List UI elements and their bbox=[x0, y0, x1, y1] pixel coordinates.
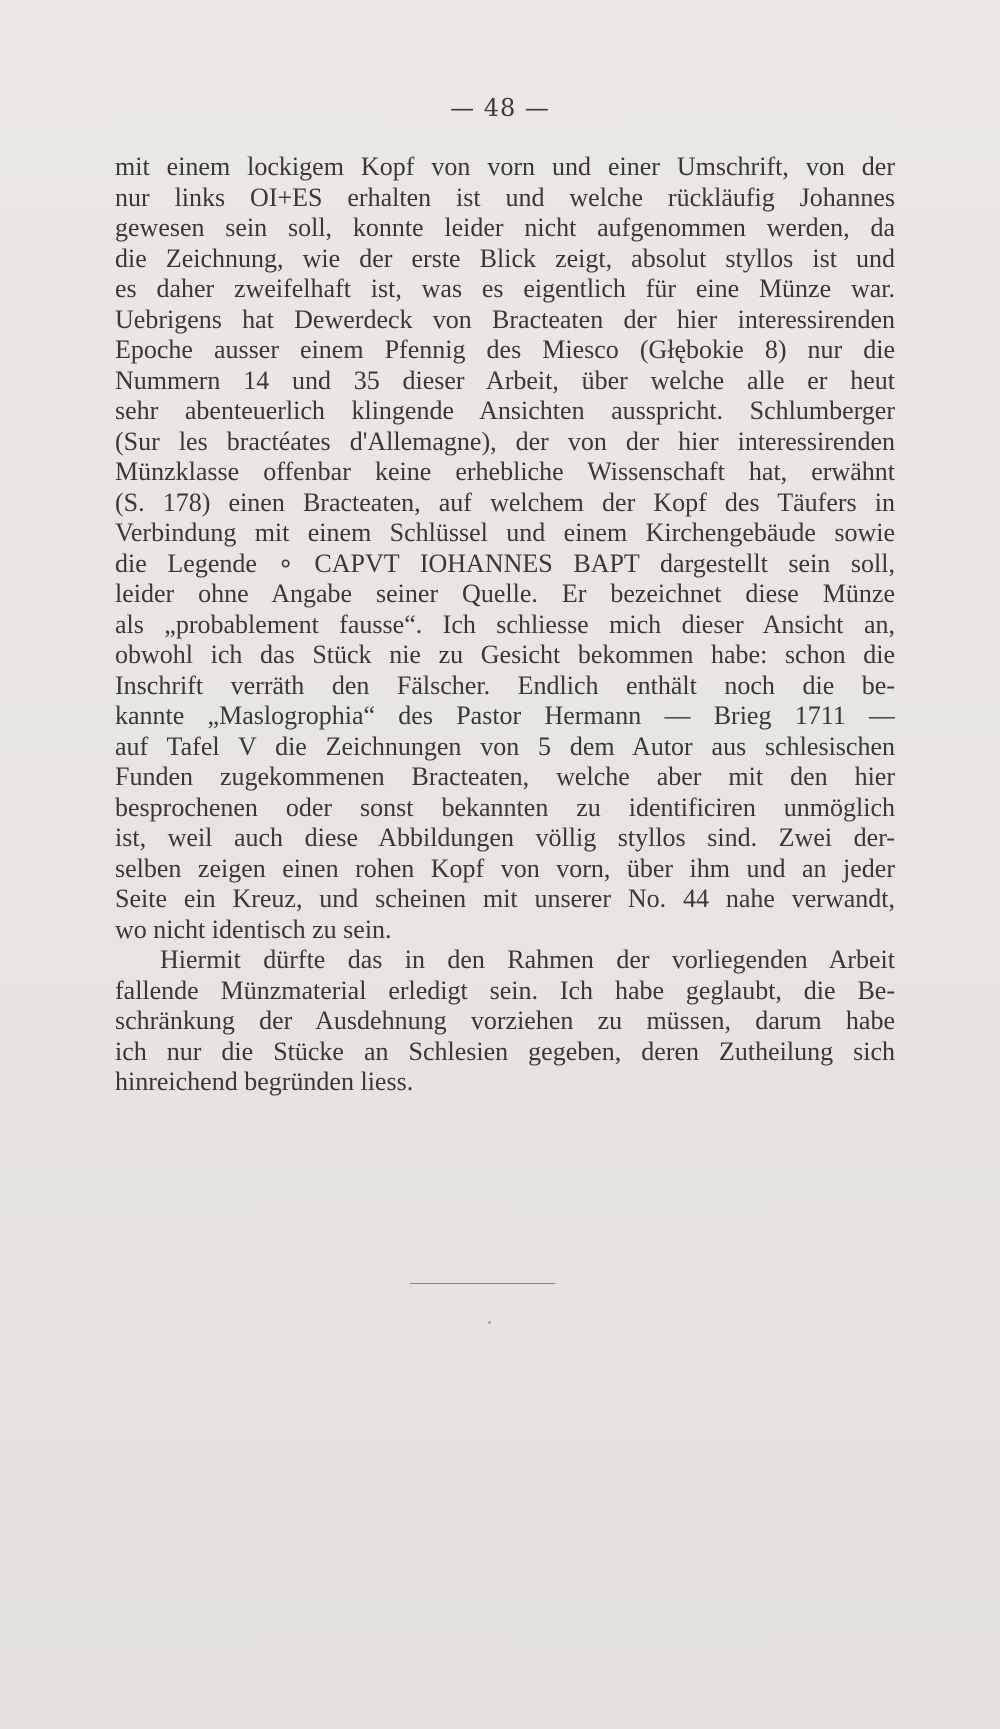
page-number: — 48 — bbox=[450, 94, 550, 122]
text-line: auf Tafel V die Zeichnungen von 5 dem Autor aus schlesischen bbox=[115, 731, 895, 761]
text-line: Epoche ausser einem Pfennig des Miesco (Głębokie 8) nur die bbox=[115, 335, 895, 364]
text-line: ist, weil auch diese Abbildungen völlig styllos sind. Zwei der- bbox=[115, 823, 895, 852]
paragraph-2 bbox=[115, 945, 895, 1098]
text-line: gewesen sein soll, konnte leider nicht aufgenommen werden, da bbox=[115, 213, 895, 242]
closing-rule bbox=[410, 1283, 555, 1284]
text-line: ich nur die Stücke an Schlesien gegeben, deren Zutheilung sich bbox=[115, 1036, 895, 1066]
text-line: Uebrigens hat Dewerdeck von Bracteaten der hier interessirenden bbox=[115, 304, 895, 334]
text-line: schränkung der Ausdehnung vorziehen zu müssen, darum habe bbox=[115, 1006, 895, 1035]
text-line: Verbindung mit einem Schlüssel und einem Kirchengebäude sowie bbox=[115, 518, 895, 547]
text-line: Nummern 14 und 35 dieser Arbeit, über welche alle er heut bbox=[115, 365, 895, 395]
text-line: die Legende ∘ CAPVT IOHANNES BAPT dargestellt sein soll, bbox=[115, 548, 895, 578]
text-line: die Zeichnung, wie der erste Blick zeigt, absolut styllos ist und bbox=[115, 243, 895, 273]
text-line: Inschrift verräth den Fälscher. Endlich enthält noch die be- bbox=[115, 670, 895, 700]
text-line: sehr abenteuerlich klingende Ansichten ausspricht. Schlumberger bbox=[115, 396, 895, 425]
text-line: mit einem lockigem Kopf von vorn und einer Umschrift, von der bbox=[115, 152, 895, 181]
text-line: (S. 178) einen Bracteaten, auf welchem der Kopf des Täufers in bbox=[115, 487, 895, 517]
text-line: selben zeigen einen rohen Kopf von vorn, über ihm und an jeder bbox=[115, 853, 895, 883]
text-line: (Sur les bractéates d'Allemagne), der von der hier interessirenden bbox=[115, 426, 895, 456]
text-line: obwohl ich das Stück nie zu Gesicht bekommen habe: schon die bbox=[115, 640, 895, 669]
text-line: fallende Münzmaterial erledigt sein. Ich habe geglaubt, die Be- bbox=[115, 975, 895, 1005]
text-line: Funden zugekommenen Bracteaten, welche aber mit den hier bbox=[115, 762, 895, 791]
body-text bbox=[115, 152, 895, 1098]
text-line: besprochenen oder sonst bekannten zu identificiren unmöglich bbox=[115, 792, 895, 822]
text-line: als „probablement fausse“. Ich schliesse mich dieser Ansicht an, bbox=[115, 609, 895, 639]
text-line: leider ohne Angabe seiner Quelle. Er bezeichnet diese Münze bbox=[115, 579, 895, 608]
text-line: Münzklasse offenbar keine erhebliche Wissenschaft hat, erwähnt bbox=[115, 457, 895, 486]
paragraph-1 bbox=[115, 152, 895, 945]
text-line: nur links OI+ES erhalten ist und welche rückläufig Johannes bbox=[115, 182, 895, 212]
text-line: hinreichend begründen liess. bbox=[115, 1067, 414, 1096]
paper-speck bbox=[488, 1321, 491, 1324]
text-line: wo nicht identisch zu sein. bbox=[115, 914, 392, 944]
text-line: Hiermit dürfte das in den Rahmen der vorliegenden Arbeit bbox=[160, 945, 895, 974]
text-line: es daher zweifelhaft ist, was es eigentlich für eine Münze war. bbox=[115, 274, 895, 303]
text-line: Seite ein Kreuz, und scheinen mit unserer No. 44 nahe verwandt, bbox=[115, 884, 895, 913]
text-line: kannte „Maslogrophia“ des Pastor Hermann — Brieg 1711 — bbox=[115, 701, 895, 730]
